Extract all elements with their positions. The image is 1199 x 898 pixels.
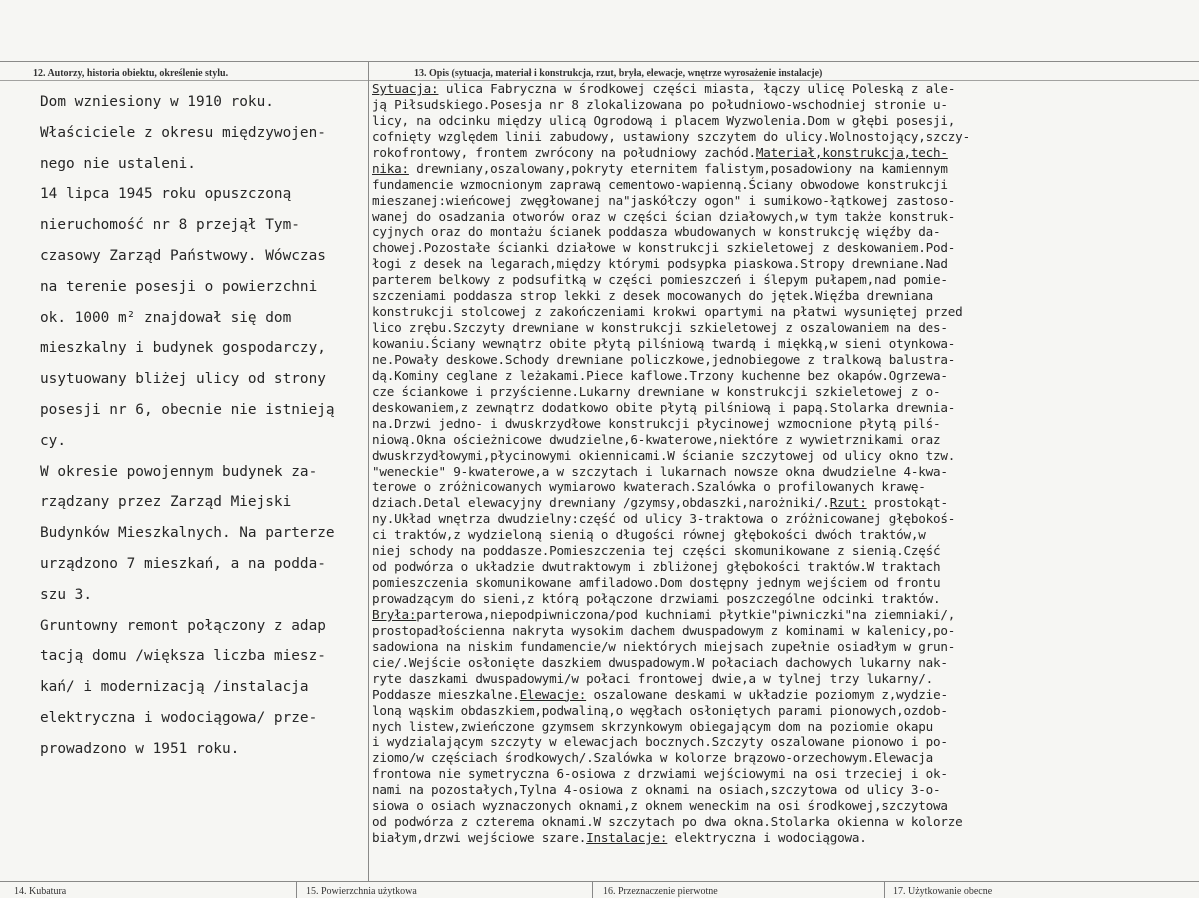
description-segment: parterem belkowy z podsufitką w części pomieszczeń i ślepym pułapem,nad pomie- [372, 272, 948, 288]
description-line [372, 177, 1187, 193]
description-segment: cze ściankowe i przyścienne.Lukarny drewniane w konstrukcji szkieletowej z o- [372, 383, 941, 399]
description-segment: ją Piłsudskiego.Posesja nr 8 zlokalizowana po południowo-wschodniej stronie u- [372, 96, 948, 112]
section-keyword: Rzut: [829, 495, 867, 511]
history-line: czasowy Zarząd Państwowy. Wówczas [40, 247, 326, 264]
description-line [372, 671, 1187, 687]
description-segment: oszalowane deskami w układzie poziomym z,wydzie- [586, 686, 948, 702]
description-line [372, 448, 1187, 464]
description-line [372, 719, 1187, 735]
history-line: szu 3. [40, 586, 92, 603]
history-line: nieruchomość nr 8 przejął Tym- [40, 217, 300, 234]
description-line [372, 81, 1187, 97]
description-segment: terowe o zróżnicowanych wymiarowo kwaterach.Szalówka o profilowanych krawę- [372, 479, 926, 495]
history-line: elektryczna i wodociągowa/ prze- [40, 709, 318, 726]
history-line: rządzany przez Zarząd Miejski [40, 494, 292, 511]
footer-divider-3 [884, 881, 885, 898]
description-segment: nami na pozostałych,Tylna 4-osiowa z oknami na osiach,szczytowa od ulicy 3-o- [372, 782, 941, 798]
description-segment: prostokąt- [866, 495, 948, 511]
history-line: usytuowany bliżej ulicy od strony [40, 371, 326, 388]
description-line [372, 400, 1187, 416]
description-segment: cofnięty względem linii zabudowy, ustawiony szczytem do ulicy.Wolnostojący,szczy- [372, 128, 970, 144]
description-line [372, 145, 1187, 161]
description-segment: siowa o osiach wyznaczonych oknami,z oknem weneckim na osi środkowej,szczytowa [372, 798, 948, 814]
description-line [372, 129, 1187, 145]
history-text [40, 87, 365, 765]
description-segment: dwuskrzydłowymi,płycinowymi okiennicami.W ścianie szczytowej od ulicy okno tzw. [372, 447, 956, 463]
description-segment: deskowaniem,z zewnątrz dodatkowo obite płytą pilśniową i papą.Stolarka drewnia- [372, 399, 956, 415]
description-segment: na.Drzwi jedno- i dwuskrzydłowe konstrukcji płycinowej wzmocnione płytą pilś- [372, 415, 941, 431]
description-line [372, 830, 1187, 846]
description-segment: ziomo/w częściach środkowych/.Szalówka w kolorze brązowo-orzechowym.Elewacja [372, 750, 934, 766]
description-line [372, 304, 1187, 320]
description-segment: fundamencie wzmocnionym zaprawą cementowo-wapienną.Ściany obwodowe konstrukcji [372, 176, 948, 192]
description-segment: prowadzącym do sieni,z którą połączone drzwiami poszczególne odcinki traktów. [372, 591, 941, 606]
description-line [372, 416, 1187, 432]
description-line [372, 655, 1187, 671]
description-line [372, 320, 1187, 336]
description-segment: od podwórza z czterema oknami.W szczytach po dwa okna.Stolarka okienna w kolorze [372, 814, 963, 830]
description-line [372, 272, 1187, 288]
description-segment: loną wąskim obdaszkiem,podwaliną,o węgłach osłoniętych parami pionowych,ozdob- [372, 702, 948, 718]
history-line: cy. [40, 432, 66, 449]
section-12-header: 12. Autorzy, historia obiektu, określenie stylu. [33, 68, 229, 79]
description-line [372, 432, 1187, 448]
description-segment: rokofrontowy, frontem zwrócony na południowy zachód. [372, 144, 756, 160]
section-keyword: nika: [372, 160, 409, 176]
description-segment: licy, na odcinku między ulicą Ogrodową i placem Wyzwolenia.Dom w głębi posesji, [372, 112, 956, 128]
description-segment: białym,drzwi wejściowe szare. [372, 830, 587, 846]
description-line [372, 209, 1187, 225]
section-keyword: Sytuacja: [372, 81, 439, 96]
bottom-rule [0, 881, 1199, 882]
history-line: tacją domu /większa liczba miesz- [40, 648, 326, 665]
section-keyword: Elewacje: [519, 686, 587, 702]
history-line: Właściciele z okresu międzywojen- [40, 124, 326, 141]
description-line [372, 161, 1187, 177]
history-line: nego nie ustaleni. [40, 155, 196, 172]
footer-current-use: 17. Użytkowanie obecne [893, 886, 993, 897]
description-segment: chowej.Pozostałe ścianki działowe w konstrukcji szkieletowej z deskowaniem.Pod- [372, 240, 956, 256]
history-line: mieszkalny i budynek gospodarczy, [40, 340, 326, 357]
description-line [372, 193, 1187, 209]
description-segment: cyjnych oraz do montażu ścianek poddasza wbudowanych w konstrukcję więźby da- [372, 224, 941, 240]
description-line [372, 734, 1187, 750]
description-segment: dą.Kominy ceglane z leżakami.Piece kaflowe.Trzony kuchenne bez okapów.Ogrzewa- [372, 367, 948, 383]
description-line [372, 591, 1187, 607]
description-segment: Poddasze mieszkalne. [372, 686, 520, 702]
section-keyword: Instalacje: [586, 830, 668, 846]
description-line [372, 687, 1187, 703]
history-line: kań/ i modernizacją /instalacja [40, 679, 309, 696]
description-line [372, 782, 1187, 798]
history-line: prowadzono w 1951 roku. [40, 740, 240, 757]
description-segment: cie/.Wejście osłonięte daszkiem dwuspadowym.W połaciach dachowych lukarny nak- [372, 654, 948, 670]
description-line [372, 384, 1187, 400]
description-line [372, 607, 1187, 623]
description-line [372, 97, 1187, 113]
footer-usable-area: 15. Powierzchnia użytkowa [306, 886, 417, 897]
description-segment: niową.Okna ościeżnicowe dwudzielne,6-kwaterowe,niektóre z wywietrznikami oraz [372, 431, 941, 447]
description-segment: lico zrębu.Szczyty drewniane w konstrukcji szkieletowej z oszalowaniem na des- [372, 320, 948, 336]
section-keyword: Materiał,konstrukcja,tech- [755, 144, 948, 160]
description-line [372, 814, 1187, 830]
description-line [372, 703, 1187, 719]
description-segment: parterowa,niepodpiwniczona/pod kuchniami płytkie"piwniczki"na ziemniaki/, [416, 606, 956, 622]
description-segment: nych listew,zwieńczone gzymsem skrzynkowym obiegającym dom na poziomie okapu [372, 718, 934, 734]
description-segment: ne.Powały deskowe.Schody drewniane policzkowe,jednobiegowe z tralkową balustra- [372, 351, 956, 367]
history-line: Gruntowny remont połączony z adap [40, 617, 326, 634]
section-13-header: 13. Opis (sytuacja, materiał i konstrukcja, rzut, bryła, elewacje, wnętrze wyrosażenie instalacje) [414, 68, 823, 79]
description-line [372, 224, 1187, 240]
description-line [372, 750, 1187, 766]
description-segment: ryte daszkami dwuspadowymi/w połaci frontowej dwie,a w tylnej trzy lukarny/. [372, 670, 934, 686]
description-line [372, 559, 1187, 575]
description-line [372, 623, 1187, 639]
description-segment: elektryczna i wodociągowa. [667, 830, 867, 846]
description-segment: łogi z desek na legarach,między którymi podsypka piaskowa.Stropy drewniane.Nad [372, 256, 948, 272]
footer-divider-2 [592, 881, 593, 898]
description-segment: prostopadłościenna nakryta wysokim dachem dwuspadowym z kominami w kalenicy,po- [372, 622, 956, 638]
description-line [372, 495, 1187, 511]
description-segment: i wydzialającym szczyty w elewacjach bocznych.Szczyty oszalowane pionowo i po- [372, 734, 948, 750]
description-segment: ci traktów,z wydzieloną sienią o długości równej głębokości dwóch traktów,w [372, 527, 926, 543]
description-line [372, 575, 1187, 591]
description-line [372, 527, 1187, 543]
section-keyword: Bryła: [372, 606, 417, 622]
description-segment: kowaniu.Ściany wewnątrz obite płytą pilśniową twardą i miękką,w sieni otynkowa- [372, 336, 956, 351]
description-segment: od podwórza o układzie dwutraktowym i zbliżonej głębokości traktów.W traktach [372, 559, 941, 575]
description-segment: niej schody na poddasze.Pomieszczenia tej części skomunikowane z sienią.Część [372, 543, 941, 559]
description-segment: ulica Fabryczna w środkowej części miasta, łączy ulicę Poleską z ale- [438, 81, 956, 96]
footer-original-purpose: 16. Przeznaczenie pierwotne [603, 886, 718, 897]
description-line [372, 288, 1187, 304]
description-line [372, 511, 1187, 527]
history-line: W okresie powojennym budynek za- [40, 463, 318, 480]
description-line [372, 113, 1187, 129]
footer-divider-1 [296, 881, 297, 898]
description-line [372, 352, 1187, 368]
history-line: na terenie posesji o powierzchni [40, 278, 318, 295]
history-line: Dom wzniesiony w 1910 roku. [40, 94, 274, 110]
description-line [372, 766, 1187, 782]
description-segment: drewniany,oszalowany,pokryty eternitem falistym,posadowiony na kamiennym [408, 160, 948, 176]
history-line: ok. 1000 m² znajdował się dom [40, 309, 292, 326]
description-segment: szczeniami poddasza strop lekki z desek mocowanych do jętek.Więźba drewniana [372, 288, 934, 304]
description-segment: dziach.Detal elewacyjny drewniany /gzymsy,obdaszki,narożniki/. [372, 495, 830, 511]
history-line: urządzono 7 mieszkań, a na podda- [40, 555, 326, 572]
top-rule [0, 61, 1199, 62]
description-segment: konstrukcji stolcowej z zakończeniami krokwi opartymi na płatwi wysuniętej przed [372, 304, 963, 320]
footer-cubature: 14. Kubatura [14, 886, 67, 897]
column-divider [368, 62, 369, 882]
history-line: Budynków Mieszkalnych. Na parterze [40, 525, 335, 542]
description-line [372, 639, 1187, 655]
description-line [372, 240, 1187, 256]
description-segment: frontowa nie symetryczna 6-osiowa z drzwiami wejściowymi na osi trzeciej i ok- [372, 766, 948, 782]
description-line [372, 336, 1187, 352]
description-text [372, 81, 1187, 846]
description-segment: pomieszczenia skomunikowane amfiladowo.Dom dostępny jednym wejściem od frontu [372, 575, 941, 591]
history-line: posesji nr 6, obecnie nie istnieją [40, 401, 335, 418]
description-segment: wanej do osadzania otworów oraz w części ścian działowych,w tym także konstruk- [372, 208, 956, 224]
description-segment: sadowiona na niskim fundamencie/w niektórych miejsach zupełnie osiadłym w grun- [372, 638, 956, 654]
description-segment: "weneckie" 9-kwaterowe,a w szczytach i lukarnach nowsze okna dwudzielne 4-kwa- [372, 463, 948, 479]
history-line: 14 lipca 1945 roku opuszczoną [40, 186, 292, 203]
description-line [372, 256, 1187, 272]
description-segment: ny.Układ wnętrza dwudzielny:część od ulicy 3-traktowa o zróżnicowanej głębokoś- [372, 511, 956, 527]
description-line [372, 368, 1187, 384]
description-line [372, 479, 1187, 495]
description-line [372, 464, 1187, 480]
description-line [372, 543, 1187, 559]
description-segment: mieszanej:wieńcowej zwęgłowanej na"jaskółczy ogon" i sumikowo-łątkowej zastoso- [372, 192, 956, 208]
description-line [372, 798, 1187, 814]
